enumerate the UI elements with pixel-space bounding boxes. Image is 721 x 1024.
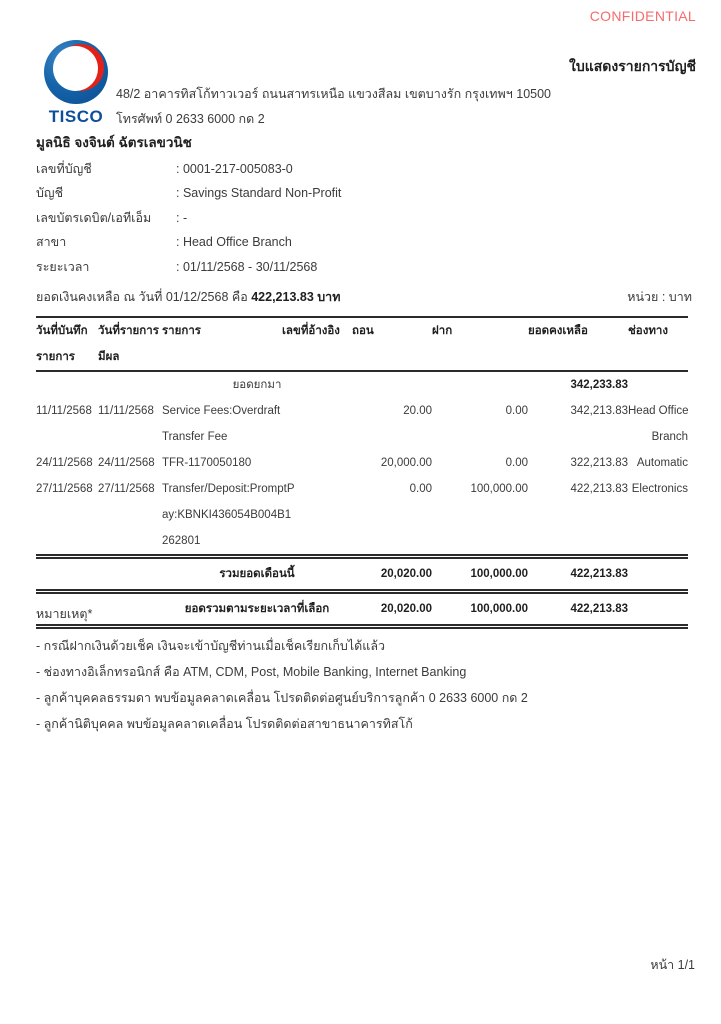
table-header-row — [36, 317, 688, 371]
txn-balance: 322,213.83 — [570, 457, 628, 469]
header-reference: เลขที่อ้างอิง — [282, 317, 352, 371]
footnotes — [36, 601, 528, 737]
monthly-total-balance: 422,213.83 — [528, 557, 628, 592]
txn-reference — [282, 398, 352, 450]
transaction-row — [36, 476, 688, 557]
header-description: รายการ — [162, 317, 282, 371]
customer-name: มูลนิธิ จงจินต์ ฉัตรเลขวนิช — [36, 135, 192, 150]
txn-channel: Head Office Branch — [628, 405, 689, 443]
txn-balance: 422,213.83 — [570, 483, 628, 495]
header-balance: ยอดคงเหลือ — [528, 317, 628, 371]
monthly-total-withdrawal: 20,020.00 — [352, 557, 432, 592]
bank-contact-block — [116, 82, 551, 132]
header-channel: ช่องทาง — [628, 317, 688, 371]
page-number: หน้า 1/1 — [650, 958, 695, 972]
document-title: ใบแสดงรายการบัญชี — [569, 58, 696, 74]
account-number-row — [36, 159, 341, 183]
balance-summary-prefix: ยอดเงินคงเหลือ ณ วันที่ 01/12/2568 คือ — [36, 290, 252, 304]
transactions-table — [36, 316, 688, 629]
txn-withdrawal: 20.00 — [403, 405, 432, 417]
footnote-item: - ช่องทางอิเล็กทรอนิกส์ คือ ATM, CDM, Post, Mobile Banking, Internet Banking — [36, 665, 467, 679]
bank-phone: โทรศัพท์ 0 2633 6000 กด 2 — [116, 112, 265, 126]
bank-address: 48/2 อาคารทิสโก้ทาวเวอร์ ถนนสาทรเหนือ แขวงสีลม เขตบางรัก กรุงเทพฯ 10500 — [116, 87, 551, 101]
account-details — [36, 159, 341, 281]
txn-withdrawal: 0.00 — [409, 483, 432, 495]
txn-balance: 342,213.83 — [570, 405, 628, 417]
footnotes-title: หมายเหตุ* — [36, 607, 93, 621]
period-total-withdrawal: 20,020.00 — [352, 592, 432, 627]
opening-balance-row — [36, 371, 688, 398]
txn-effective-date: 24/11/2568 — [98, 457, 155, 469]
header-effective-date: วันที่รายการ มีผล — [98, 317, 162, 371]
branch-label: สาขา — [36, 235, 67, 250]
period-total-balance: 422,213.83 — [528, 592, 628, 627]
txn-effective-date: 11/11/2568 — [98, 405, 154, 417]
account-type-value: : Savings Standard Non-Profit — [176, 186, 342, 201]
tisco-logo-icon — [44, 40, 108, 104]
balance-summary-text — [36, 287, 340, 307]
period-total-deposit: 100,000.00 — [432, 592, 528, 627]
tisco-logo — [38, 40, 114, 127]
period-total-label: ยอดรวมตามระยะเวลาที่เลือก — [162, 592, 352, 627]
txn-deposit: 100,000.00 — [470, 483, 528, 495]
unit-label: หน่วย : บาท — [627, 290, 692, 304]
monthly-total-label: รวมยอดเดือนนี้ — [162, 557, 352, 592]
opening-balance-amount: 342,233.83 — [570, 379, 628, 391]
txn-channel: Electronics — [631, 483, 688, 495]
transaction-row — [36, 398, 688, 450]
balance-summary-line — [36, 287, 692, 307]
txn-record-date: 27/11/2568 — [36, 483, 93, 495]
header-record-date: วันที่บันทึก รายการ — [36, 317, 98, 371]
account-number-value: : 0001-217-005083-0 — [176, 162, 293, 176]
header-withdrawal: ถอน — [352, 317, 432, 371]
monthly-total-row — [36, 557, 688, 592]
txn-record-date: 11/11/2568 — [36, 405, 92, 417]
balance-summary-amount: 422,213.83 บาท — [251, 290, 341, 304]
account-number-label: เลขที่บัญชี — [36, 162, 92, 176]
txn-withdrawal: 20,000.00 — [380, 457, 432, 469]
card-number-value: : - — [176, 210, 188, 225]
branch-row — [36, 232, 341, 256]
footnote-item: - ลูกค้าบุคคลธรรมดา พบข้อมูลคลาดเคลื่อน โปรดติดต่อศูนย์บริการลูกค้า 0 2633 6000 กด 2 — [36, 691, 528, 705]
txn-channel: Automatic — [636, 457, 688, 469]
period-row — [36, 257, 341, 281]
txn-deposit: 0.00 — [505, 457, 528, 469]
confidential-stamp: CONFIDENTIAL — [589, 8, 696, 24]
branch-value: : Head Office Branch — [176, 235, 292, 250]
period-label: ระยะเวลา — [36, 259, 90, 274]
opening-balance-label: ยอดยกมา — [232, 379, 282, 391]
tisco-logo-white-core — [53, 46, 98, 91]
footnote-item: - ลูกค้านิติบุคคล พบข้อมูลคลาดเคลื่อน โปรดติดต่อสาขาธนาคารทิสโก้ — [36, 717, 413, 731]
header-deposit: ฝาก — [432, 317, 528, 371]
txn-reference — [282, 450, 352, 476]
transaction-row — [36, 450, 688, 476]
monthly-total-deposit: 100,000.00 — [432, 557, 528, 592]
txn-description: Service Fees:Overdraft Transfer Fee — [162, 405, 281, 443]
account-type-row — [36, 183, 341, 207]
account-type-label: บัญชี — [36, 186, 64, 201]
txn-record-date: 24/11/2568 — [36, 457, 93, 469]
txn-description: TFR-1170050180 — [162, 457, 252, 469]
txn-description: Transfer/Deposit:PromptP ay:KBNKI436054B004B1 262801 — [162, 483, 295, 547]
card-number-label: เลขบัตรเดบิต/เอทีเอ็ม — [36, 210, 152, 225]
txn-deposit: 0.00 — [505, 405, 528, 417]
period-value: : 01/11/2568 - 30/11/2568 — [176, 259, 318, 274]
footnote-item: - กรณีฝากเงินด้วยเช็ค เงินจะเข้าบัญชีท่านเมื่อเช็คเรียกเก็บได้แล้ว — [36, 639, 385, 653]
tisco-wordmark: TISCO — [48, 107, 104, 126]
txn-effective-date: 27/11/2568 — [98, 483, 155, 495]
card-number-row — [36, 208, 341, 232]
